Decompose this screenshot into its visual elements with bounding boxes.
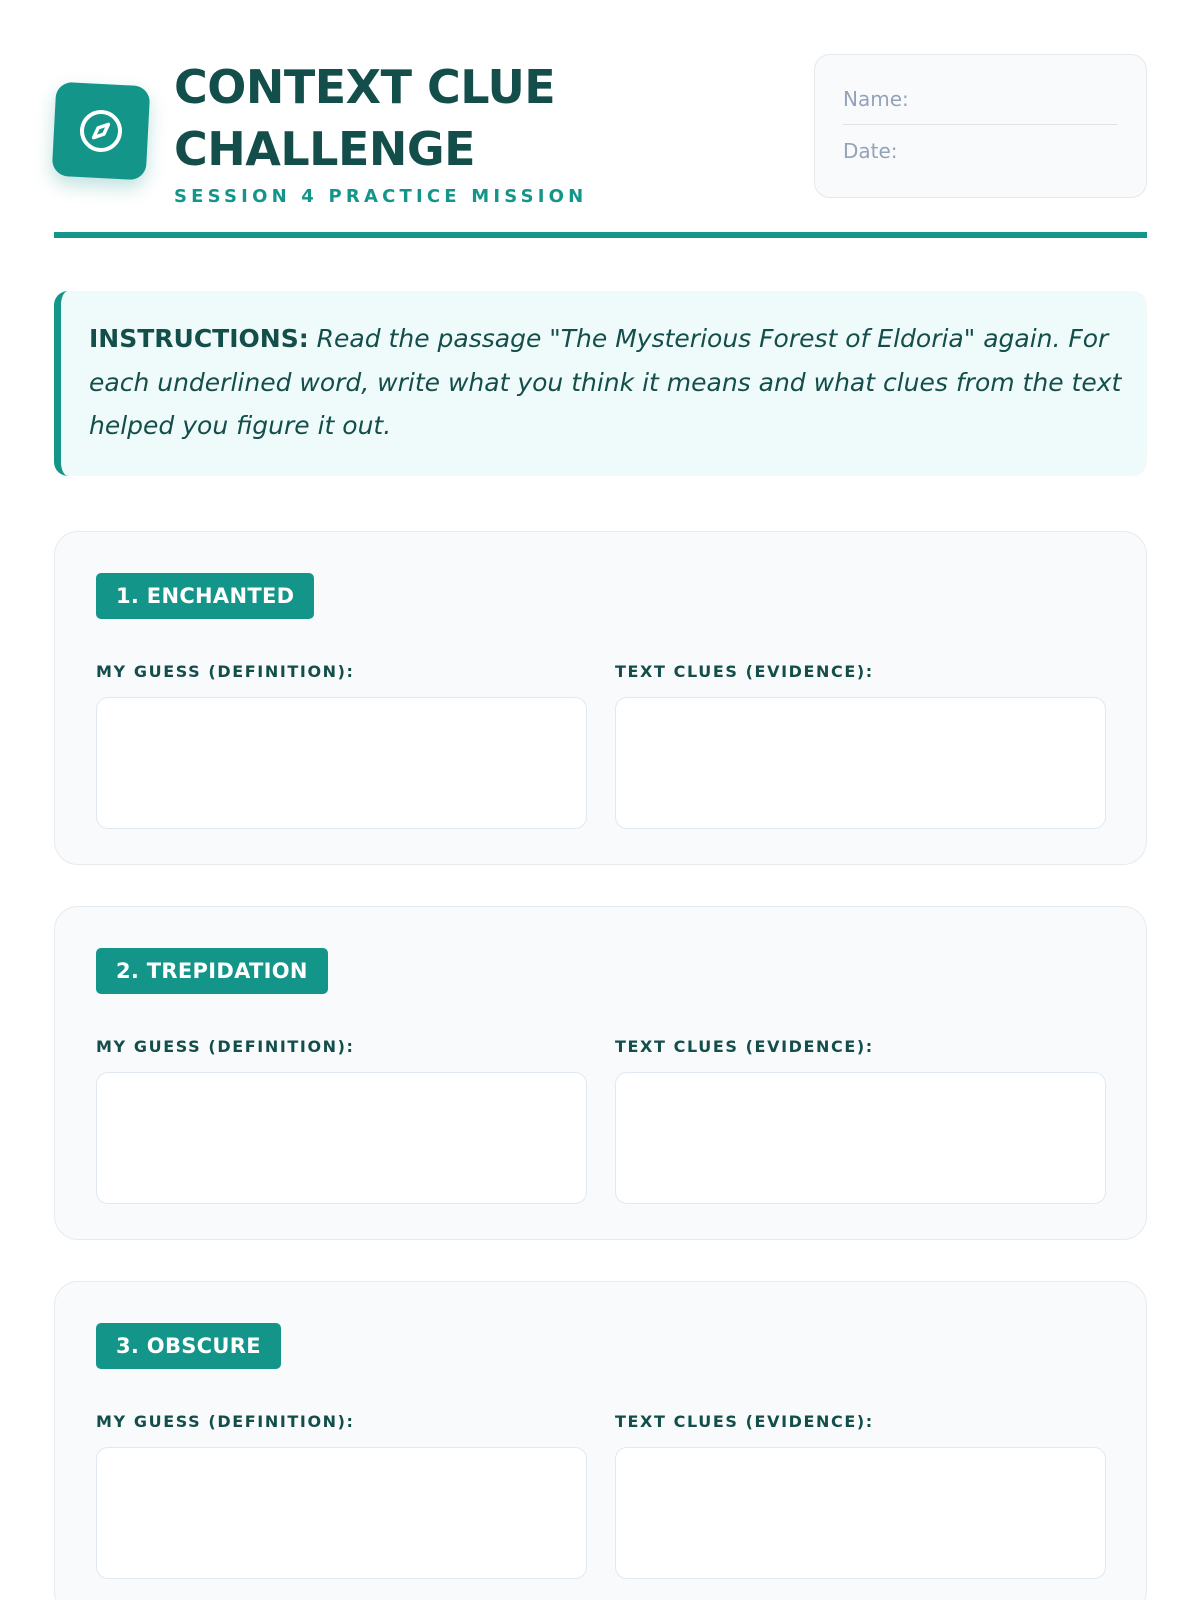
name-field[interactable]: Name: xyxy=(843,83,1118,125)
vocab-word-tag: 2. TREPIDATION xyxy=(96,948,328,994)
guess-column xyxy=(96,663,587,829)
guess-label: MY GUESS (DEFINITION): xyxy=(96,1412,355,1431)
page-subtitle: SESSION 4 PRACTICE MISSION xyxy=(174,186,588,207)
instructions-box xyxy=(54,291,1147,476)
question-card-1 xyxy=(54,531,1147,865)
instructions-lead: INSTRUCTIONS: xyxy=(89,324,309,353)
vocab-word-tag: 1. ENCHANTED xyxy=(96,573,314,619)
clues-answer-box[interactable] xyxy=(615,697,1106,829)
guess-answer-box[interactable] xyxy=(96,1072,587,1204)
question-card-3 xyxy=(54,1281,1147,1600)
guess-column xyxy=(96,1413,587,1579)
clues-label: TEXT CLUES (EVIDENCE): xyxy=(615,662,874,681)
clues-column xyxy=(615,1413,1106,1579)
page-title-line-1: CONTEXT CLUE xyxy=(174,60,556,114)
clues-column xyxy=(615,663,1106,829)
guess-label: MY GUESS (DEFINITION): xyxy=(96,1037,355,1056)
guess-label: MY GUESS (DEFINITION): xyxy=(96,662,355,681)
clues-label: TEXT CLUES (EVIDENCE): xyxy=(615,1412,874,1431)
guess-column xyxy=(96,1038,587,1204)
vocab-word-tag: 3. OBSCURE xyxy=(96,1323,281,1369)
page-title-line-2: CHALLENGE xyxy=(174,122,476,176)
title-block xyxy=(174,56,587,207)
worksheet-header xyxy=(54,52,1147,238)
date-field[interactable]: Date: xyxy=(843,139,898,163)
student-info-box xyxy=(814,54,1147,198)
guess-answer-box[interactable] xyxy=(96,697,587,829)
logo-badge xyxy=(52,82,151,181)
clues-column xyxy=(615,1038,1106,1204)
clues-label: TEXT CLUES (EVIDENCE): xyxy=(615,1037,874,1056)
instructions-text: Read the passage "The Mysterious Forest of Eldoria" again. For each underlined word, write what you think it means and what clues from the text helped you figure it out. xyxy=(89,324,1122,440)
clues-answer-box[interactable] xyxy=(615,1447,1106,1579)
question-card-2 xyxy=(54,906,1147,1240)
guess-answer-box[interactable] xyxy=(96,1447,587,1579)
compass-icon xyxy=(75,105,128,158)
clues-answer-box[interactable] xyxy=(615,1072,1106,1204)
